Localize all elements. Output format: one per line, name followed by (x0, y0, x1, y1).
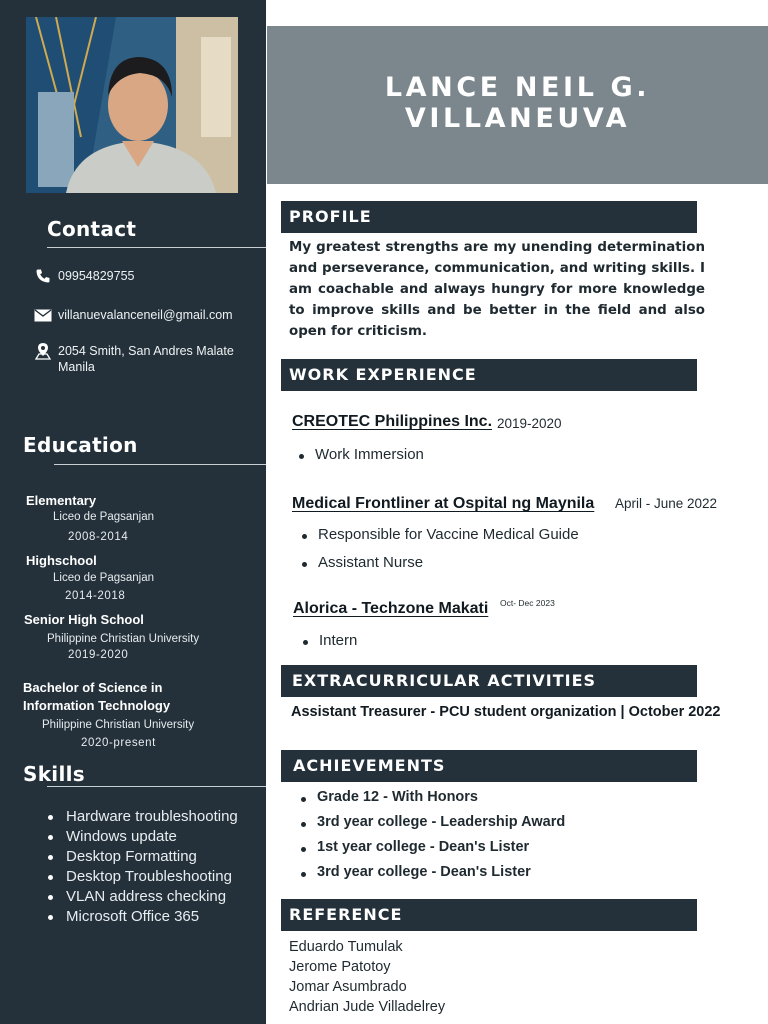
profile-photo (26, 17, 238, 193)
contact-heading: Contact (47, 217, 137, 241)
education-school: Philippine Christian University (42, 719, 195, 731)
reference-name: Jomar Asumbrado (289, 979, 407, 995)
contact-email (34, 307, 233, 323)
reference-name: Jerome Patotoy (289, 959, 391, 975)
sidebar (0, 0, 266, 1024)
skills-divider (47, 786, 266, 787)
contact-phone (34, 268, 134, 284)
reference-list (289, 937, 445, 1017)
work-experience-heading: WORK EXPERIENCE (281, 359, 697, 391)
education-school: Liceo de Pagsanjan (53, 511, 155, 523)
education-school: Philippine Christian University (47, 633, 200, 645)
job-date: April - June 2022 (615, 496, 718, 511)
skill-item: Windows update (48, 827, 238, 847)
education-years: 2008-2014 (68, 531, 129, 543)
address-line-1: 2054 Smith, San Andres Malate (58, 344, 234, 358)
achievement-item: Grade 12 - With Honors (295, 789, 478, 805)
achievement-item: 3rd year college - Dean's Lister (295, 864, 531, 880)
education-level: Information Technology (23, 698, 171, 713)
achievements-heading: ACHIEVEMENTS (281, 750, 697, 782)
achievement-item: 1st year college - Dean's Lister (295, 839, 529, 855)
envelope-icon (34, 307, 52, 323)
extracurricular-heading: EXTRACURRICULAR ACTIVITIES (281, 665, 697, 697)
extracurricular-text: Assistant Treasurer - PCU student organization | October 2022 (291, 704, 721, 720)
email-address: villanuevalanceneil@gmail.com (58, 308, 233, 322)
education-heading: Education (23, 433, 138, 457)
name-header (267, 26, 768, 184)
skill-item: Desktop Formatting (48, 847, 238, 867)
job-date: Oct- Dec 2023 (500, 598, 555, 608)
contact-address (34, 343, 234, 375)
skill-item: Desktop Troubleshooting (48, 867, 238, 887)
skill-item: Microsoft Office 365 (48, 907, 238, 927)
reference-heading: REFERENCE (281, 899, 697, 931)
phone-number: 09954829755 (58, 269, 135, 283)
skills-list (48, 807, 238, 927)
reference-name: Eduardo Tumulak (289, 939, 403, 955)
reference-name: Andrian Jude Villadelrey (289, 999, 446, 1015)
education-level: Senior High School (24, 612, 144, 627)
phone-icon (34, 268, 52, 284)
education-level: Elementary (26, 493, 97, 508)
full-name: LANCE NEIL G. VILLANEUVA (384, 72, 651, 134)
job-title: Alorica - Techzone Makati (293, 600, 489, 617)
job-duty: Assistant Nurse (296, 554, 423, 571)
education-divider (54, 464, 266, 465)
skill-item: VLAN address checking (48, 887, 238, 907)
education-school: Liceo de Pagsanjan (53, 572, 155, 584)
skill-item: Hardware troubleshooting (48, 807, 238, 827)
location-pin-icon (34, 343, 52, 359)
job-duty: Work Immersion (293, 446, 424, 463)
job-date: 2019-2020 (497, 416, 562, 431)
contact-divider (47, 247, 266, 248)
education-years: 2020-present (81, 737, 156, 749)
achievement-item: 3rd year college - Leadership Award (295, 814, 565, 830)
profile-text: My greatest strengths are my unending determination and perseverance, communication, and writing skills. I am coachable and always hungry for more knowledge to improve skills and be better in the field and also open for criticism. (289, 240, 705, 339)
job-duty: Responsible for Vaccine Medical Guide (296, 526, 579, 543)
education-level: Highschool (26, 553, 97, 568)
address-line-2: Manila (58, 360, 95, 374)
job-title: Medical Frontliner at Ospital ng Maynila (292, 495, 595, 512)
profile-heading: PROFILE (281, 201, 697, 233)
address (58, 343, 234, 375)
job-title: CREOTEC Philippines Inc. (292, 413, 493, 430)
education-years: 2014-2018 (65, 590, 126, 602)
education-level: Bachelor of Science in (23, 680, 163, 695)
job-duty: Intern (297, 632, 357, 649)
education-years: 2019-2020 (68, 649, 129, 661)
skills-heading: Skills (23, 762, 85, 786)
